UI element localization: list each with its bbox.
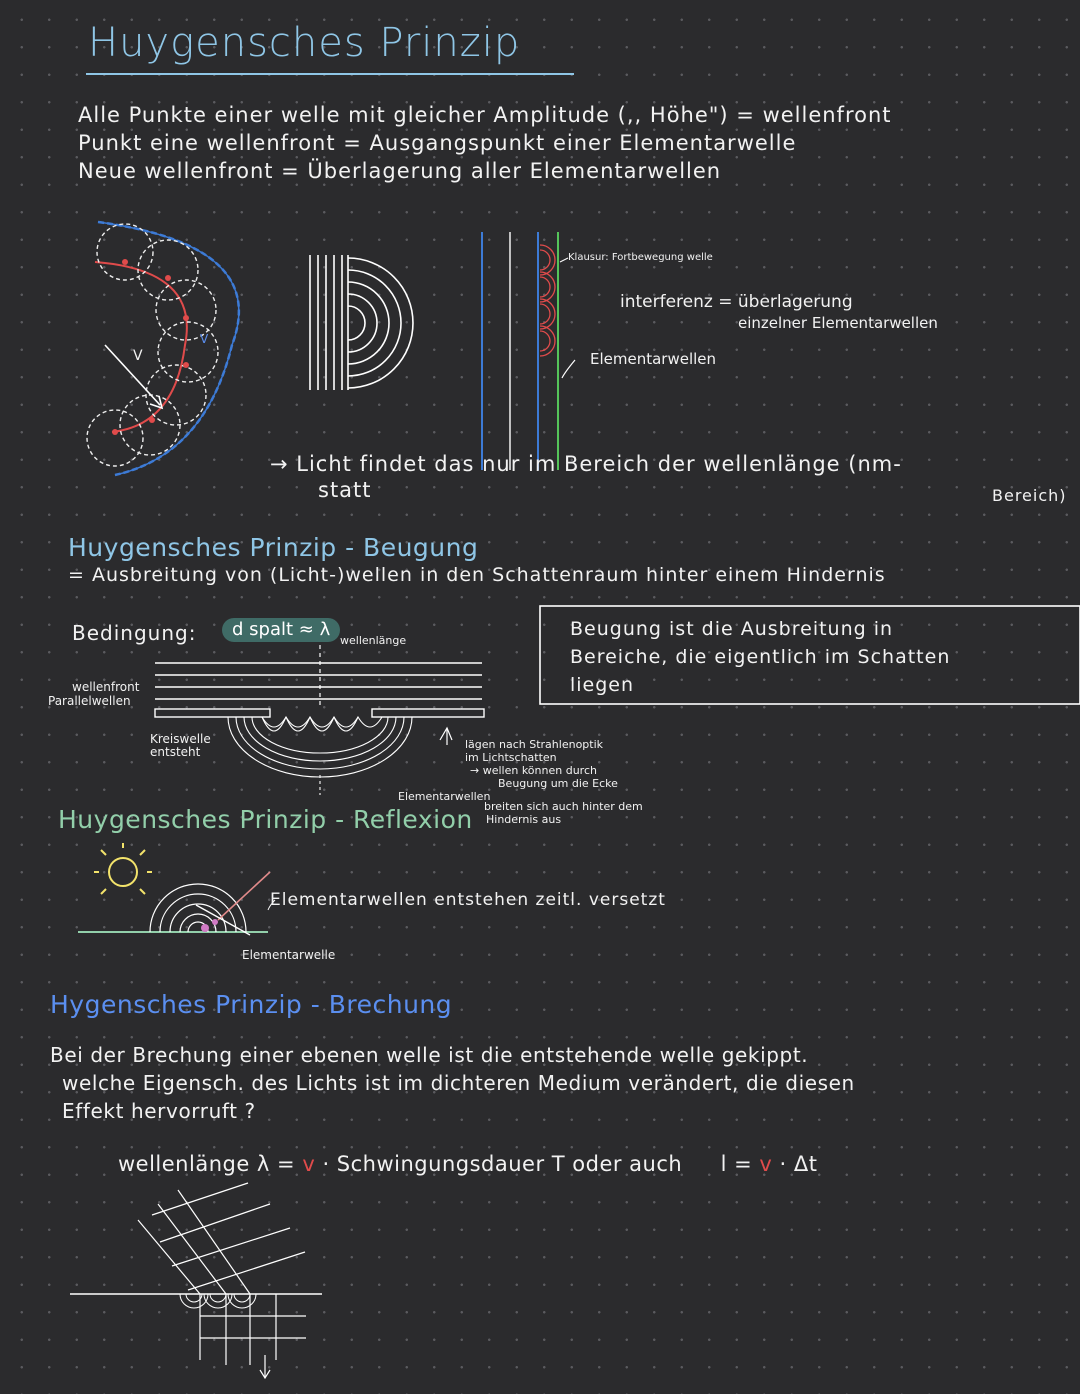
note-line-5: Elementarwellen [398,790,491,803]
formula-part-a: wellenlänge λ = [118,1152,296,1176]
reflection-diagram [78,872,275,935]
licht-line-3: Bereich) [992,486,1067,505]
box-line-1: Beugung ist die Ausbreitung in [570,618,894,640]
reflexion-heading: Huygensches Prinzip - Reflexion [58,805,473,834]
kreiswelle-label-1: Kreiswelle [150,732,211,746]
interferenz-line-1: interferenz = überlagerung [620,292,853,312]
box-line-2: Bereiche, die eigentlich im Schatten [570,646,951,668]
sun-icon [94,843,152,894]
brechung-line-3: Effekt hervorruft ? [62,1099,256,1123]
wavefront-diagram [87,222,239,475]
wellenfront-label: wellenfront [72,680,140,694]
formula-part-b: · Schwingungsdauer T oder auch [322,1152,683,1176]
formula-part-d: · Δt [779,1152,818,1176]
klausur-note: Klausur: Fortbewegung welle [568,252,713,263]
bedingung-label: Bedingung: [72,621,197,645]
note-line-2: im Lichtschatten [465,751,557,764]
formula-part-c: l = [720,1152,753,1176]
refraction-diagram [70,1183,322,1378]
beugung-definition: = Ausbreitung von (Licht-)wellen in den Schattenraum hinter einem Hindernis [68,564,886,586]
kreiswelle-label-2: entsteht [150,745,201,759]
intro-line-3: Neue wellenfront = Überlagerung aller Elementarwellen [78,159,722,183]
licht-line-2: statt [318,478,372,502]
velocity-label-small: V [200,332,209,346]
note-line-7: Hindernis aus [486,813,562,826]
reflexion-text: Elementarwellen entstehen zeitl. versetzt [270,890,666,910]
formula-pill: d spalt ≈ λ [222,618,340,642]
brechung-line-1: Bei der Brechung einer ebenen welle ist die entstehende welle gekippt. [50,1043,809,1067]
plane-to-circular-diagram [310,255,413,390]
intro-line-1: Alle Punkte einer welle mit gleicher Amplitude (,, Höhe") = wellenfront [78,103,892,127]
intro-line-2: Punkt eine wellenfront = Ausgangspunkt einer Elementarwelle [78,131,797,155]
interferenz-line-2: einzelner Elementarwellen [738,314,938,332]
elementary-waves-diagram [482,232,575,470]
formula-v1: v [302,1152,316,1176]
elementarwellen-label: Elementarwellen [590,350,717,368]
wellenlaenge-label: wellenlänge [340,634,407,647]
page-title: Huygensches Prinzip [88,20,521,66]
beugung-heading: Huygensches Prinzip - Beugung [68,533,479,562]
wavelength-formula [118,1152,817,1176]
brechung-line-2: welche Eigensch. des Lichts ist im dichteren Medium verändert, die diesen [62,1071,855,1095]
diffraction-diagram [155,645,484,795]
box-line-3: liegen [570,674,635,696]
note-line-4: Beugung um die Ecke [498,777,618,790]
velocity-label: V [133,348,143,364]
licht-line-1: → Licht findet das nur im Bereich der wellenlänge (nm- [270,452,902,476]
formula-v2: v [759,1152,773,1176]
brechung-heading: Hygensches Prinzip - Brechung [50,990,453,1019]
note-line-3: → wellen können durch [470,764,597,777]
elementarwelle-label: Elementarwelle [242,948,336,962]
note-line-1: lägen nach Strahlenoptik [465,738,604,751]
parallelwellen-label: Parallelwellen [48,694,131,708]
note-line-6: breiten sich auch hinter dem [484,800,643,813]
